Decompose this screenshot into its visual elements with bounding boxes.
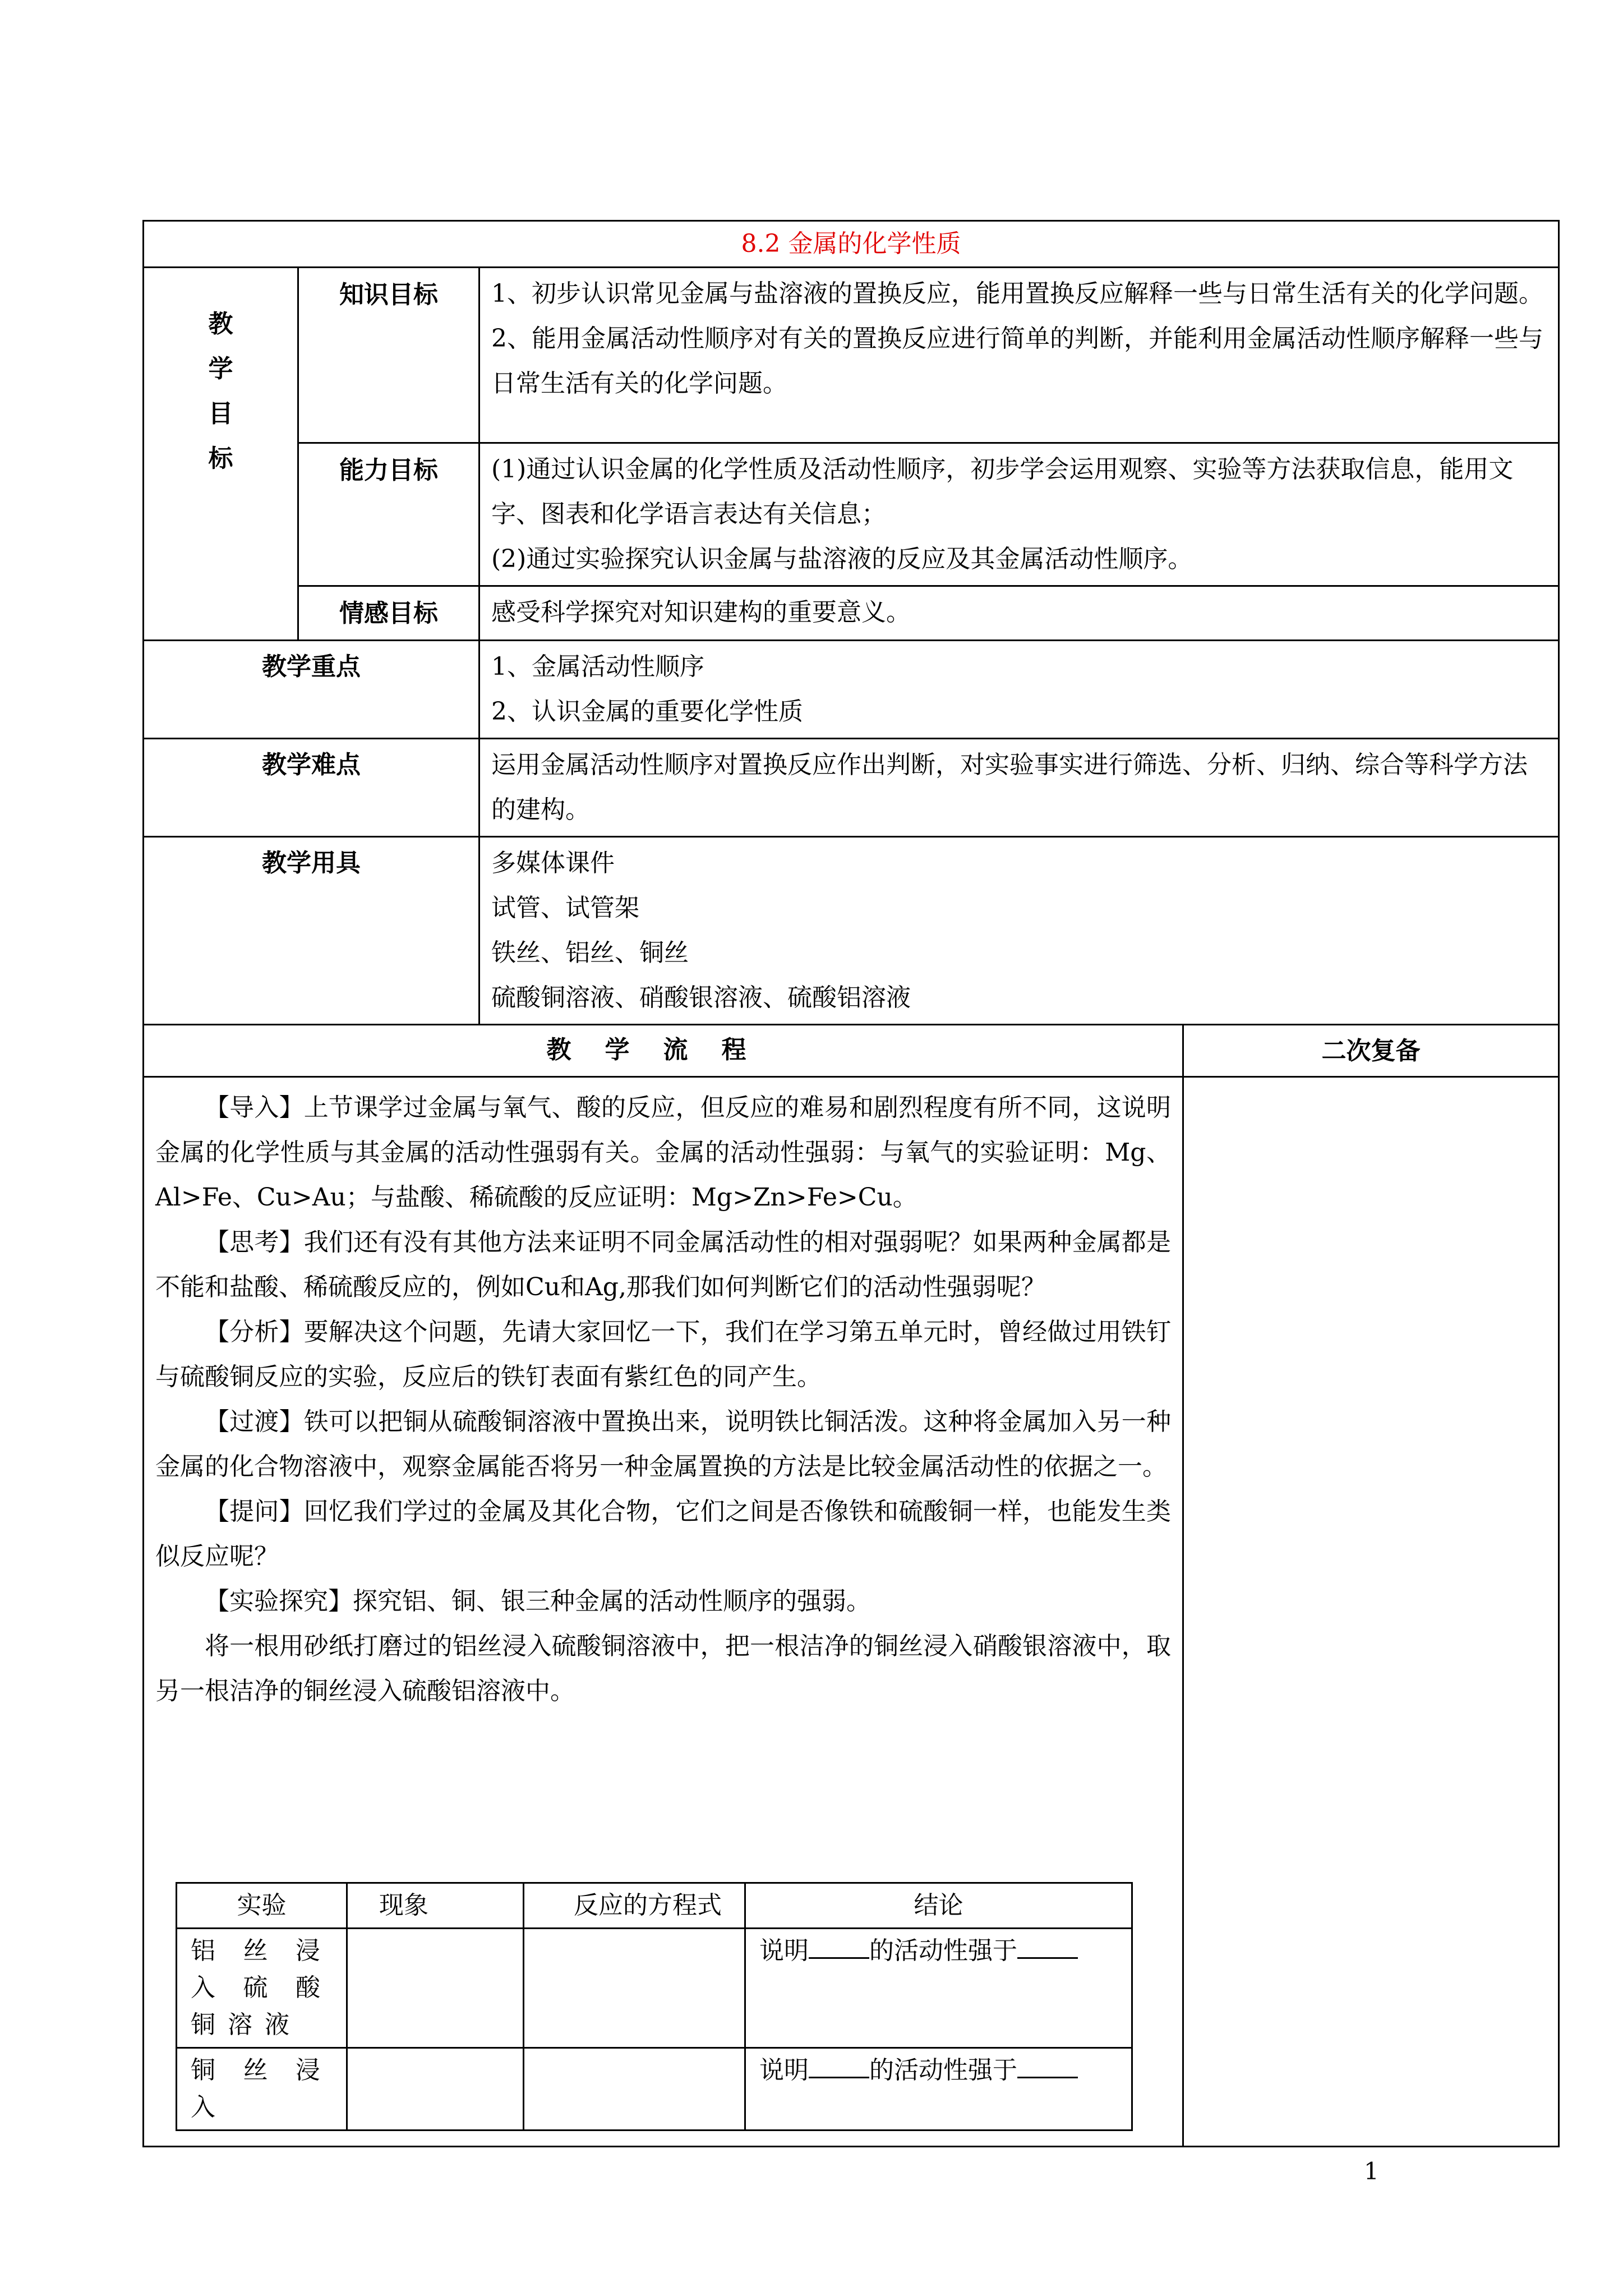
emotion-objective-line: 感受科学探究对知识建构的重要意义。 bbox=[491, 598, 911, 627]
experiment-cell: 铜丝浸入 bbox=[177, 2048, 347, 2131]
flow-paragraph: 【思考】我们还有没有其他方法来证明不同金属活动性的相对强弱呢？如果两种金属都是不能和盐酸、稀硫酸反应的，例如Cu和Ag,那我们如何判断它们的活动性强弱呢？ bbox=[155, 1228, 1171, 1301]
experiment-table bbox=[176, 1882, 1133, 2131]
lesson-plan-table bbox=[142, 220, 1560, 2147]
knowledge-objective-line: 2、能用金属活动性顺序对有关的置换反应进行简单的判断，并能利用金属活动性顺序解释一些与日常生活有关的化学问题。 bbox=[491, 324, 1543, 398]
key-point-line: 2、认识金属的重要化学性质 bbox=[491, 697, 803, 726]
objectives-label-char: 学 bbox=[208, 355, 233, 383]
difficulty-line: 运用金属活动性顺序对置换反应作出判断，对实验事实进行筛选、分析、归纳、综合等科学方法的建构。 bbox=[491, 751, 1528, 824]
flow-paragraph: 将一根用砂纸打磨过的铝丝浸入硫酸铜溶液中，把一根洁净的铜丝浸入硝酸银溶液中，取另一根洁净的铜丝浸入硫酸铝溶液中。 bbox=[155, 1632, 1171, 1705]
conclusion-prefix: 说明 bbox=[759, 2056, 809, 2085]
page-number: 1 bbox=[1364, 2157, 1379, 2185]
objectives-label-char: 教 bbox=[208, 310, 233, 338]
ability-objective-line: (1)通过认识金属的化学性质及活动性顺序，初步学会运用观察、实验等方法获取信息，能用文字、图表和化学语言表达有关信息； bbox=[491, 455, 1514, 528]
equation-cell[interactable] bbox=[524, 1929, 745, 2048]
review-label: 二次复备 bbox=[1183, 1025, 1559, 1077]
phenomenon-cell[interactable] bbox=[347, 2048, 524, 2131]
page-title: 8.2 金属的化学性质 bbox=[144, 221, 1559, 268]
equation-header: 反应的方程式 bbox=[524, 1883, 745, 1929]
flow-label: 教学流程 bbox=[144, 1025, 1183, 1077]
objectives-label-char: 目 bbox=[208, 399, 233, 428]
conclusion-cell bbox=[745, 1929, 1132, 2048]
conclusion-mid: 的活动性强于 bbox=[869, 2056, 1017, 2085]
ability-objective-line: (2)通过实验探究认识金属与盐溶液的反应及其金属活动性顺序。 bbox=[491, 545, 1193, 573]
conclusion-blank[interactable] bbox=[1017, 1932, 1078, 1959]
flow-body bbox=[144, 1077, 1183, 2147]
conclusion-blank[interactable] bbox=[809, 2052, 869, 2078]
ability-objective-text bbox=[479, 443, 1559, 586]
tool-line: 硫酸铜溶液、硝酸银溶液、硫酸铝溶液 bbox=[491, 983, 911, 1012]
conclusion-mid: 的活动性强于 bbox=[869, 1936, 1017, 1965]
key-points-text bbox=[479, 641, 1559, 739]
phenomenon-cell[interactable] bbox=[347, 1929, 524, 2048]
conclusion-prefix: 说明 bbox=[759, 1936, 809, 1965]
flow-paragraph: 【导入】上节课学过金属与氧气、酸的反应，但反应的难易和剧烈程度有所不同，这说明金属的化学性质与其金属的活动性强弱有关。金属的活动性强弱：与氧气的实验证明：Mg、Al>Fe、Cu>Au；与盐酸、稀硫酸的反应证明：Mg>Zn>Fe>Cu。 bbox=[155, 1093, 1171, 1212]
knowledge-objective-line: 1、初步认识常见金属与盐溶液的置换反应，能用置换反应解释一些与日常生活有关的化学问题。 bbox=[491, 279, 1543, 308]
tool-line: 试管、试管架 bbox=[491, 894, 639, 922]
knowledge-objective-text bbox=[479, 268, 1559, 443]
ability-objective-label: 能力目标 bbox=[298, 443, 479, 586]
conclusion-blank[interactable] bbox=[1017, 2052, 1078, 2078]
difficulties-label: 教学难点 bbox=[144, 739, 479, 837]
objectives-label bbox=[144, 268, 298, 641]
key-points-label: 教学重点 bbox=[144, 641, 479, 739]
knowledge-objective-label: 知识目标 bbox=[298, 268, 479, 443]
phenomenon-header: 现象 bbox=[347, 1883, 524, 1929]
tools-text bbox=[479, 837, 1559, 1025]
review-column bbox=[1183, 1077, 1559, 2147]
tool-line: 铁丝、铝丝、铜丝 bbox=[491, 938, 689, 967]
flow-paragraph: 【实验探究】探究铝、铜、银三种金属的活动性顺序的强弱。 bbox=[205, 1587, 871, 1616]
flow-paragraph: 【过渡】铁可以把铜从硫酸铜溶液中置换出来，说明铁比铜活泼。这种将金属加入另一种金属的化合物溶液中，观察金属能否将另一种金属置换的方法是比较金属活动性的依据之一。 bbox=[155, 1407, 1171, 1481]
equation-cell[interactable] bbox=[524, 2048, 745, 2131]
flow-paragraph: 【提问】回忆我们学过的金属及其化合物，它们之间是否像铁和硫酸铜一样，也能发生类似反应呢？ bbox=[155, 1497, 1171, 1571]
objectives-label-char: 标 bbox=[208, 444, 233, 473]
experiment-header: 实验 bbox=[177, 1883, 347, 1929]
tool-line: 多媒体课件 bbox=[491, 849, 615, 877]
conclusion-header: 结论 bbox=[745, 1883, 1132, 1929]
tools-label: 教学用具 bbox=[144, 837, 479, 1025]
key-point-line: 1、金属活动性顺序 bbox=[491, 652, 704, 681]
emotion-objective-label: 情感目标 bbox=[298, 586, 479, 641]
conclusion-blank[interactable] bbox=[809, 1932, 869, 1959]
difficulties-text bbox=[479, 739, 1559, 837]
flow-paragraph: 【分析】要解决这个问题，先请大家回忆一下，我们在学习第五单元时，曾经做过用铁钉与硫酸铜反应的实验，反应后的铁钉表面有紫红色的同产生。 bbox=[155, 1318, 1171, 1391]
conclusion-cell bbox=[745, 2048, 1132, 2131]
emotion-objective-text bbox=[479, 586, 1559, 641]
experiment-cell: 铝丝浸入硫酸铜溶液 bbox=[177, 1929, 347, 2048]
